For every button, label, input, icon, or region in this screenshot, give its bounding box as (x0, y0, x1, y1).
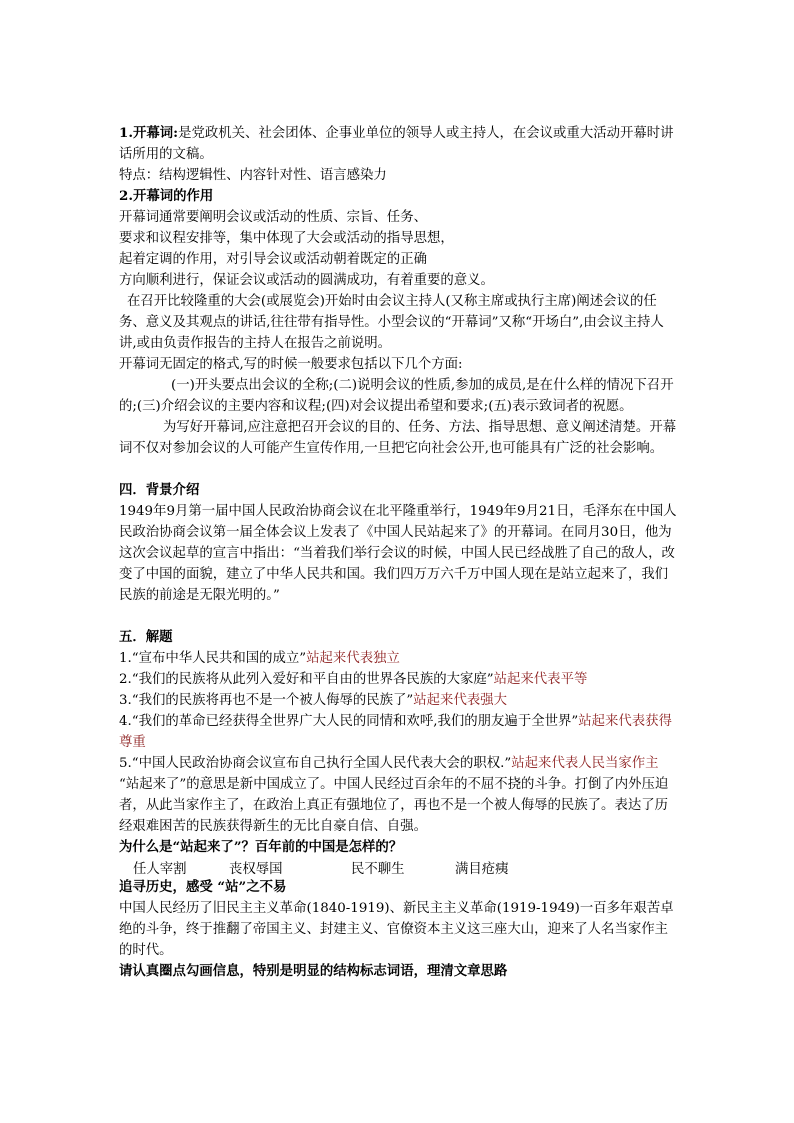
list-item (119, 711, 679, 753)
list-item (119, 690, 679, 711)
section-2-paragraph-1: 在召开比较隆重的大会(或展览会)开始时由会议主持人(又称主席或执行主席)阐述会议的任务、意义及其观点的讲话,往往带有指导性。小型会议的“开幕词”又称“开场白”,由会议主持人讲,或由负责作报告的主持人在报告之前说明。 (119, 294, 664, 351)
section-2-paragraph-3: (一)开头要点出会议的全称;(二)说明会议的性质,参加的成员,是在什么样的情况下召开的;(三)介绍会议的主要内容和议程;(四)对会议提出希望和要求;(五)表示致词者的祝愿。 (119, 378, 674, 414)
section-1-title: 1.开幕词: (119, 125, 179, 141)
history-title: 追寻历史，感受 “站”之不易 (119, 879, 287, 895)
item-answer: 站起来代表平等 (493, 672, 588, 687)
item-quote: 1.“宣布中华人民共和国的成立” (119, 651, 307, 666)
spacer (119, 606, 679, 627)
item-answer: 站起来代表获得尊重 (119, 714, 672, 750)
section-2-paragraph-4: 为写好开幕词,应注意把召开会议的目的、任务、方法、指导思想、意义阐述清楚。开幕词不仅对参加会议的人可能产生宣传作用,一旦把它向社会公开,也可能具有广泛的社会影响。 (119, 420, 677, 456)
section-2-line-1: 开幕词通常要阐明会议或活动的性质、宗旨、任务、 (119, 210, 427, 225)
item-quote: 4.“我们的革命已经获得全世界广大人民的同情和欢呼,我们的朋友遍于全世界” (119, 714, 579, 729)
section-2-title: 2.开幕词的作用 (119, 188, 214, 204)
section-2-line-2: 要求和议程安排等，集中体现了大会或活动的指导思想， (119, 231, 454, 246)
word: 任人宰割 (133, 862, 187, 877)
section-5-title: 五．解题 (119, 629, 173, 645)
words-row (119, 858, 679, 877)
word: 丧权辱国 (229, 862, 283, 877)
item-answer: 站起来代表强大 (413, 693, 508, 708)
meaning-paragraph: “站起来了”的意思是新中国成立了。中国人民经过百余年的不屈不挠的斗争。打倒了内外压迫者，从此当家作主了，在政治上真正有强地位了，再也不是一个被人侮辱的民族了。表达了历经艰难困苦的民族获得新生的无比自豪自信、自强。 (119, 777, 669, 834)
section-4-title: 四．背景介绍 (119, 482, 200, 498)
section-2-line-3: 起着定调的作用，对引导会议或活动朝着既定的正确 (119, 252, 427, 267)
final-instruction: 请认真圈点勾画信息，特别是明显的结构标志词语，理清文章思路 (119, 963, 508, 979)
item-quote: 2.“我们的民族将从此列入爱好和平自由的世界各民族的大家庭” (119, 672, 494, 687)
item-answer: 站起来代表独立 (306, 651, 400, 666)
list-item (119, 648, 679, 669)
section-2-line-4: 方向顺利进行，保证会议或活动的圆满成功，有着重要的意义。 (119, 273, 494, 288)
item-answer: 站起来代表人民当家作主 (511, 756, 659, 771)
item-quote: 5.“中国人民政治协商会议宣布自己执行全国人民代表大会的职权.” (119, 756, 512, 771)
section-4-text: 1949年9月第一届中国人民政治协商会议在北平隆重举行，1949年9月21日，毛泽东在中国人民政治协商会议第一届全体会议上发表了《中国人民站起来了》的开幕词。在同月30日，他为这次会议起草的宣言中指出：“当着我们举行会议的时候，中国人民已经战胜了自己的敌人，改变了中国的面貌，建立了中华人民共和国。我们四万万六千万中国人现在是站立起来了，我们民族的前途是无限光明的。” (119, 504, 677, 603)
why-title: 为什么是“站起来了”？百年前的中国是怎样的？ (119, 839, 403, 855)
word: 满目疮痍 (455, 862, 509, 877)
list-item (119, 669, 679, 690)
list-item (119, 753, 679, 774)
section-2-paragraph-2: 开幕词无固定的格式,写的时候一般要求包括以下几个方面: (119, 357, 463, 372)
spacer (119, 459, 679, 480)
word: 民不聊生 (351, 862, 405, 877)
section-1-text: 是党政机关、社会团体、企事业单位的领导人或主持人，在会议或重大活动开幕时讲话所用的文稿。 (119, 126, 674, 162)
history-paragraph: 中国人民经历了旧民主主义革命(1840-1919)、新民主主义革命(1919-1949)一百多年艰苦卓绝的斗争，终于推翻了帝国主义、封建主义、官僚资本主义这三座大山，迎来了人名当家作主的时代。 (119, 901, 674, 958)
section-1-features: 特点：结构逻辑性、内容针对性、语言感染力 (119, 168, 387, 183)
document-body (119, 123, 679, 982)
item-quote: 3.“我们的民族将再也不是一个被人侮辱的民族了” (119, 693, 414, 708)
section-1-definition (119, 123, 679, 165)
